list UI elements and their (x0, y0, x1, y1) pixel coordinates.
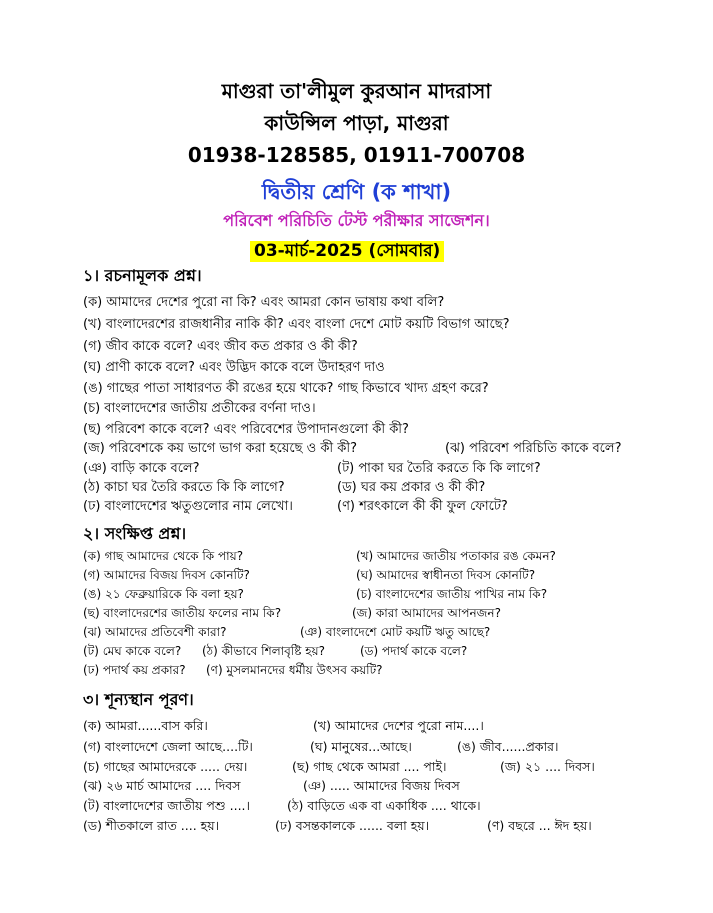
institution-address: কাউন্সিল পাড়া, মাগুরা (264, 111, 449, 135)
section-2-item: (ক) গাছ আমাদের থেকে কি পায়? (83, 549, 244, 563)
section-3-item: (ঞ) ..... আমাদের বিজয় দিবস (303, 778, 460, 793)
section-2-item: (ঞ) বাংলাদেশে মোট কয়টি ঋতু আছে? (300, 625, 491, 639)
section-1-item: (ছ) পরিবেশ কাকে বলে? এবং পরিবেশের উপাদানগুলো কী কী? (83, 422, 409, 437)
section-2-item: (ঙ) ২১ ফেব্রুয়ারিকে কি বলা হয়? (83, 587, 244, 601)
section-1-item: (চ) বাংলাদেশের জাতীয় প্রতীকের বর্ণনা দাও। (83, 401, 316, 416)
section-1-item: (ড) ঘর কয় প্রকার ও কী কী? (337, 480, 486, 495)
section-2-item: (ট) মেঘ কাকে বলে? (83, 644, 182, 658)
section-1-item: (ক) আমাদের দেশের পুরো না কি? এবং আমরা কোন ভাষায় কথা বলি? (83, 295, 445, 310)
section-2-item: (ঢ) পদার্থ কয় প্রকার? (83, 663, 186, 677)
section-2-item: (ণ) মুসলমানদের ধর্মীয় উৎসব কয়টি? (206, 663, 383, 677)
section-1-item: (ট) পাকা ঘর তৈরি করতে কি কি লাগে? (337, 461, 541, 476)
section-2-item: (ছ) বাংলাদেরশের জাতীয় ফলের নাম কি? (83, 606, 282, 620)
section-3-item: (ড) শীতকালে রাত .... হয়। (83, 818, 220, 833)
section-2-item: (চ) বাংলাদেশের জাতীয় পাখির নাম কি? (356, 587, 548, 601)
section-1-item: (ঙ) গাছের পাতা সাধারণত কী রঙের হয়ে থাকে? গাছ কিভাবে খাদ্য গ্রহণ করে? (83, 381, 489, 396)
section-2-item: (খ) আমাদের জাতীয় পতাকার রঙ কেমন? (356, 549, 556, 563)
section-3-title: ৩। শূন্যস্থান পূরণ। (83, 690, 194, 709)
section-3-item: (ঠ) বাড়িতে এক বা একাধিক .... থাকে। (287, 798, 481, 813)
section-2-item: (ড) পদার্থ কাকে বলে? (360, 644, 468, 658)
section-3-item: (ঘ) মানুষের...আছে। (310, 739, 412, 754)
section-2-item: (ঠ) কীভাবে শিলাবৃষ্টি হয়? (202, 644, 325, 658)
section-2-item: (ঘ) আমাদের স্বাধীনতা দিবস কোনটি? (356, 568, 536, 582)
section-2-item: (ঝ) আমাদের প্রতিবেশী কারা? (83, 625, 227, 639)
section-3-item: (ক) আমরা......বাস করি। (83, 718, 208, 733)
section-3-item: (ট) বাংলাদেশের জাতীয় পশু ....। (83, 798, 250, 813)
section-2-item: (গ) আমাদের বিজয় দিবস কোনটি? (83, 568, 250, 582)
institution-phones: 01938-128585, 01911-700708 (187, 143, 526, 167)
section-1-item: (ঞ) বাড়ি কাকে বলে? (83, 461, 200, 476)
section-2-title: ২। সংক্ষিপ্ত প্রশ্ন। (83, 524, 187, 543)
section-3-item: (ঢ) বসন্তকালকে ...... বলা হয়। (275, 818, 430, 833)
exam-date: 03-মার্চ-2025 (সোমবার) (250, 241, 444, 262)
section-2-item: (জ) কারা আমাদের আপনজন? (352, 606, 501, 620)
class-title: দ্বিতীয় শ্রেণি (ক শাখা) (261, 180, 452, 204)
section-1-item: (ঠ) কাচা ঘর তৈরি করতে কি কি লাগে? (83, 480, 285, 495)
section-1-item: (ঢ) বাংলাদেশের ঋতুগুলোর নাম লেখো। (83, 499, 293, 514)
section-1-item: (জ) পরিবেশকে কয় ভাগে ভাগ করা হয়েছে ও কী কী? (83, 441, 357, 456)
section-3-item: (জ) ২১ .... দিবস। (500, 759, 595, 774)
section-1-item: (ঝ) পরিবেশ পরিচিতি কাকে বলে? (445, 441, 622, 456)
section-3-item: (ণ) বছরে ... ঈদ হয়। (487, 818, 592, 833)
section-3-item: (ঙ) জীব......প্রকার। (457, 739, 559, 754)
section-3-item: (চ) গাছের আমাদেরকে ..... দেয়। (83, 759, 248, 774)
section-1-title: ১। রচনামূলক প্রশ্ন। (83, 266, 202, 285)
subtitle: পরিবেশ পরিচিতি টেস্ট পরীক্ষার সাজেশন। (223, 211, 490, 230)
section-3-item: (ছ) গাছ থেকে আমরা .... পাই। (292, 759, 447, 774)
section-1-item: (ণ) শরৎকালে কী কী ফুল ফোটে? (337, 499, 508, 514)
section-1-item: (ঘ) প্রাণী কাকে বলে? এবং উদ্ভিদ কাকে বলে উদাহরণ দাও (83, 360, 385, 375)
section-1-item: (গ) জীব কাকে বলে? এবং জীব কত প্রকার ও কী কী? (83, 339, 358, 354)
section-3-item: (গ) বাংলাদেশে জেলা আছে....টি। (83, 739, 253, 754)
section-3-item: (খ) আমাদের দেশের পুরো নাম....। (313, 718, 484, 733)
section-3-item: (ঝ) ২৬ মার্চ আমাদের .... দিবস (83, 778, 241, 793)
institution-name: মাগুরা তা'লীমুল কুরআন মাদরাসা (221, 79, 492, 103)
section-1-item: (খ) বাংলাদেরশের রাজধানীর নাকি কী? এবং বাংলা দেশে মোট কয়টি বিভাগ আছে? (83, 317, 510, 332)
